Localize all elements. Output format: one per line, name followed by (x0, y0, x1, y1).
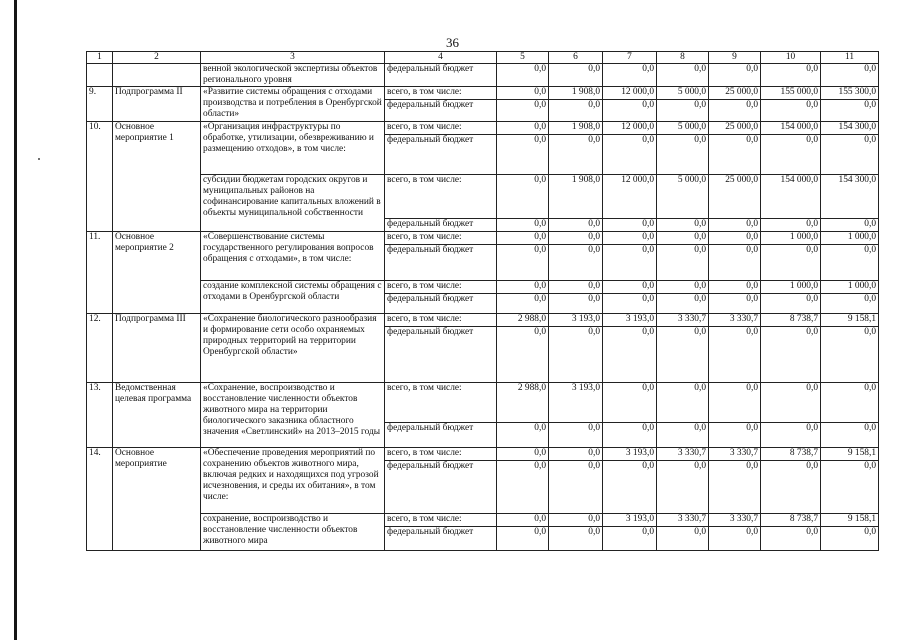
amount-cell: 3 330,7 (709, 514, 761, 527)
funding-source-cell: всего, в том числе: (385, 232, 497, 245)
amount-cell: 8 738,7 (761, 448, 821, 461)
amount-cell: 0,0 (603, 281, 657, 294)
amount-cell: 0,0 (761, 423, 821, 448)
amount-cell: 0,0 (761, 135, 821, 175)
amount-cell: 0,0 (603, 64, 657, 87)
column-header: 8 (657, 52, 709, 64)
amount-cell: 0,0 (497, 461, 549, 514)
amount-cell: 0,0 (497, 135, 549, 175)
row-number-cell: 12. (87, 314, 113, 383)
column-header: 5 (497, 52, 549, 64)
amount-cell: 0,0 (497, 327, 549, 383)
amount-cell: 0,0 (657, 461, 709, 514)
amount-cell: 0,0 (603, 461, 657, 514)
amount-cell: 8 738,7 (761, 314, 821, 327)
amount-cell: 0,0 (549, 64, 603, 87)
amount-cell: 2 988,0 (497, 314, 549, 327)
amount-cell: 0,0 (709, 423, 761, 448)
amount-cell: 25 000,0 (709, 175, 761, 219)
amount-cell: 3 193,0 (549, 314, 603, 327)
amount-cell: 0,0 (709, 327, 761, 383)
program-name-cell: Основное мероприятие 2 (113, 232, 201, 314)
program-name-cell: Ведомственная целевая программа (113, 383, 201, 448)
column-header: 3 (201, 52, 385, 64)
amount-cell: 9 158,1 (821, 314, 879, 327)
amount-cell: 0,0 (497, 100, 549, 122)
column-header: 4 (385, 52, 497, 64)
amount-cell: 0,0 (497, 232, 549, 245)
amount-cell: 0,0 (761, 245, 821, 281)
amount-cell: 0,0 (497, 514, 549, 527)
amount-cell: 0,0 (603, 383, 657, 423)
column-header: 7 (603, 52, 657, 64)
table-row (87, 87, 879, 100)
funding-source-cell: федеральный бюджет (385, 461, 497, 514)
amount-cell: 0,0 (657, 527, 709, 551)
amount-cell: 3 330,7 (709, 448, 761, 461)
amount-cell: 0,0 (821, 423, 879, 448)
amount-cell: 0,0 (497, 281, 549, 294)
event-description-cell: «Совершенствование системы государственного регулирования вопросов обращения с отходами», в том числе: (201, 232, 385, 281)
amount-cell: 154 300,0 (821, 122, 879, 135)
amount-cell: 0,0 (761, 461, 821, 514)
funding-source-cell: федеральный бюджет (385, 527, 497, 551)
amount-cell: 0,0 (549, 514, 603, 527)
amount-cell: 154 000,0 (761, 175, 821, 219)
amount-cell: 0,0 (821, 294, 879, 314)
amount-cell: 0,0 (603, 294, 657, 314)
table-row (87, 383, 879, 423)
funding-source-cell: всего, в том числе: (385, 281, 497, 294)
amount-cell: 0,0 (497, 527, 549, 551)
amount-cell: 3 330,7 (657, 314, 709, 327)
amount-cell: 0,0 (497, 219, 549, 232)
amount-cell: 0,0 (821, 461, 879, 514)
column-header: 11 (821, 52, 879, 64)
amount-cell: 0,0 (821, 245, 879, 281)
amount-cell: 3 330,7 (709, 314, 761, 327)
funding-source-cell: всего, в том числе: (385, 314, 497, 327)
amount-cell: 0,0 (657, 64, 709, 87)
amount-cell: 3 193,0 (603, 448, 657, 461)
amount-cell: 0,0 (549, 294, 603, 314)
amount-cell: 0,0 (549, 461, 603, 514)
amount-cell: 154 300,0 (821, 175, 879, 219)
amount-cell: 0,0 (657, 383, 709, 423)
amount-cell: 0,0 (709, 219, 761, 232)
amount-cell: 0,0 (657, 232, 709, 245)
amount-cell: 9 158,1 (821, 514, 879, 527)
event-description-cell: создание комплексной системы обращения с отходами в Оренбургской области (201, 281, 385, 314)
amount-cell: 1 908,0 (549, 122, 603, 135)
program-name-cell: Подпрограмма II (113, 87, 201, 122)
table-row (87, 514, 879, 527)
amount-cell: 0,0 (761, 64, 821, 87)
amount-cell: 0,0 (603, 135, 657, 175)
amount-cell: 0,0 (549, 527, 603, 551)
amount-cell: 3 330,7 (657, 514, 709, 527)
funding-source-cell: федеральный бюджет (385, 294, 497, 314)
event-description-cell: «Организация инфраструктуры по обработке, утилизации, обезвреживанию и размещению отходов», в том числе: (201, 122, 385, 175)
row-number-cell: 11. (87, 232, 113, 314)
column-number-row (87, 52, 879, 64)
amount-cell: 0,0 (821, 219, 879, 232)
amount-cell: 0,0 (821, 383, 879, 423)
amount-cell: 0,0 (761, 219, 821, 232)
amount-cell: 0,0 (821, 100, 879, 122)
amount-cell: 0,0 (709, 100, 761, 122)
table-row (87, 281, 879, 294)
scan-speck (38, 158, 40, 160)
amount-cell: 2 988,0 (497, 383, 549, 423)
amount-cell: 0,0 (761, 100, 821, 122)
amount-cell: 0,0 (497, 245, 549, 281)
page-number: 36 (446, 35, 459, 50)
table-row (87, 175, 879, 219)
amount-cell: 3 193,0 (603, 314, 657, 327)
funding-source-cell: всего, в том числе: (385, 87, 497, 100)
program-name-cell: Основное мероприятие (113, 448, 201, 551)
amount-cell: 0,0 (709, 461, 761, 514)
amount-cell: 1 908,0 (549, 87, 603, 100)
program-name-cell: Основное мероприятие 1 (113, 122, 201, 232)
amount-cell: 0,0 (497, 423, 549, 448)
amount-cell: 0,0 (603, 245, 657, 281)
amount-cell: 0,0 (549, 245, 603, 281)
event-description-cell: субсидии бюджетам городских округов и муниципальных районов на софинансирование капитальных вложений в объекты муниципальной собственности (201, 175, 385, 232)
amount-cell: 0,0 (549, 423, 603, 448)
amount-cell: 1 000,0 (821, 281, 879, 294)
amount-cell: 0,0 (709, 527, 761, 551)
amount-cell: 0,0 (657, 245, 709, 281)
amount-cell: 0,0 (497, 294, 549, 314)
table-row (87, 122, 879, 135)
amount-cell: 0,0 (549, 135, 603, 175)
event-description-cell: венной экологической экспертизы объектов регионального уровня (201, 64, 385, 87)
amount-cell: 0,0 (709, 281, 761, 294)
event-description-cell: «Развитие системы обращения с отходами производства и потребления в Оренбургской области» (201, 87, 385, 122)
amount-cell: 0,0 (497, 448, 549, 461)
amount-cell: 0,0 (549, 100, 603, 122)
column-header: 9 (709, 52, 761, 64)
amount-cell: 12 000,0 (603, 175, 657, 219)
amount-cell: 155 300,0 (821, 87, 879, 100)
amount-cell: 0,0 (821, 327, 879, 383)
amount-cell: 0,0 (657, 100, 709, 122)
amount-cell: 0,0 (549, 327, 603, 383)
funding-source-cell: федеральный бюджет (385, 327, 497, 383)
column-header: 10 (761, 52, 821, 64)
funding-source-cell: всего, в том числе: (385, 175, 497, 219)
column-header: 1 (87, 52, 113, 64)
amount-cell: 0,0 (497, 175, 549, 219)
amount-cell: 0,0 (657, 135, 709, 175)
table-row (87, 232, 879, 245)
amount-cell: 5 000,0 (657, 175, 709, 219)
amount-cell: 0,0 (497, 87, 549, 100)
program-name-cell (113, 64, 201, 87)
amount-cell: 0,0 (549, 232, 603, 245)
amount-cell: 0,0 (657, 219, 709, 232)
amount-cell: 154 000,0 (761, 122, 821, 135)
amount-cell: 0,0 (497, 64, 549, 87)
amount-cell: 3 193,0 (549, 383, 603, 423)
amount-cell: 0,0 (657, 327, 709, 383)
event-description-cell: «Обеспечение проведения мероприятий по сохранению объектов животного мира, включая редких и находящихся под угрозой исчезновения, и среды их обитания», в том числе: (201, 448, 385, 514)
amount-cell: 0,0 (603, 527, 657, 551)
funding-source-cell: всего, в том числе: (385, 383, 497, 423)
amount-cell: 25 000,0 (709, 122, 761, 135)
table-row (87, 314, 879, 327)
amount-cell: 3 193,0 (603, 514, 657, 527)
amount-cell: 3 330,7 (657, 448, 709, 461)
amount-cell: 0,0 (549, 448, 603, 461)
funding-source-cell: федеральный бюджет (385, 245, 497, 281)
amount-cell: 155 000,0 (761, 87, 821, 100)
event-description-cell: сохранение, воспроизводство и восстановление численности объектов животного мира (201, 514, 385, 551)
amount-cell: 5 000,0 (657, 87, 709, 100)
amount-cell: 0,0 (603, 423, 657, 448)
amount-cell: 0,0 (761, 294, 821, 314)
row-number-cell: 10. (87, 122, 113, 232)
amount-cell: 1 000,0 (761, 281, 821, 294)
amount-cell: 0,0 (709, 245, 761, 281)
amount-cell: 0,0 (709, 383, 761, 423)
table-row (87, 64, 879, 87)
amount-cell: 0,0 (709, 64, 761, 87)
funding-source-cell: федеральный бюджет (385, 64, 497, 87)
amount-cell: 12 000,0 (603, 122, 657, 135)
amount-cell: 0,0 (821, 64, 879, 87)
row-number-cell: 9. (87, 87, 113, 122)
amount-cell: 1 908,0 (549, 175, 603, 219)
funding-source-cell: всего, в том числе: (385, 514, 497, 527)
row-number-cell: 13. (87, 383, 113, 448)
amount-cell: 0,0 (603, 232, 657, 245)
budget-table (86, 51, 879, 551)
table-row (87, 448, 879, 461)
binder-line (14, 0, 17, 640)
funding-source-cell: федеральный бюджет (385, 135, 497, 175)
amount-cell: 0,0 (709, 232, 761, 245)
amount-cell: 0,0 (761, 327, 821, 383)
amount-cell: 0,0 (657, 281, 709, 294)
amount-cell: 8 738,7 (761, 514, 821, 527)
amount-cell: 5 000,0 (657, 122, 709, 135)
amount-cell: 0,0 (821, 135, 879, 175)
amount-cell: 0,0 (497, 122, 549, 135)
event-description-cell: «Сохранение, воспроизводство и восстановление численности объектов животного мира на территории биологического заказника областного значения «Светлинский» на 2013–2015 годы (201, 383, 385, 448)
amount-cell: 0,0 (709, 135, 761, 175)
amount-cell: 0,0 (709, 294, 761, 314)
amount-cell: 0,0 (657, 423, 709, 448)
amount-cell: 0,0 (603, 100, 657, 122)
row-number-cell (87, 64, 113, 87)
funding-source-cell: всего, в том числе: (385, 122, 497, 135)
amount-cell: 0,0 (821, 527, 879, 551)
amount-cell: 0,0 (761, 383, 821, 423)
column-header: 6 (549, 52, 603, 64)
amount-cell: 0,0 (603, 327, 657, 383)
amount-cell: 0,0 (603, 219, 657, 232)
row-number-cell: 14. (87, 448, 113, 551)
funding-source-cell: федеральный бюджет (385, 219, 497, 232)
funding-source-cell: всего, в том числе: (385, 448, 497, 461)
funding-source-cell: федеральный бюджет (385, 100, 497, 122)
amount-cell: 9 158,1 (821, 448, 879, 461)
funding-source-cell: федеральный бюджет (385, 423, 497, 448)
column-header: 2 (113, 52, 201, 64)
amount-cell: 25 000,0 (709, 87, 761, 100)
program-name-cell: Подпрограмма III (113, 314, 201, 383)
amount-cell: 12 000,0 (603, 87, 657, 100)
event-description-cell: «Сохранение биологического разнообразия и формирование сети особо охраняемых природных территорий на территории Оренбургской области» (201, 314, 385, 383)
amount-cell: 0,0 (549, 219, 603, 232)
amount-cell: 0,0 (761, 527, 821, 551)
amount-cell: 0,0 (657, 294, 709, 314)
amount-cell: 1 000,0 (821, 232, 879, 245)
amount-cell: 1 000,0 (761, 232, 821, 245)
amount-cell: 0,0 (549, 281, 603, 294)
